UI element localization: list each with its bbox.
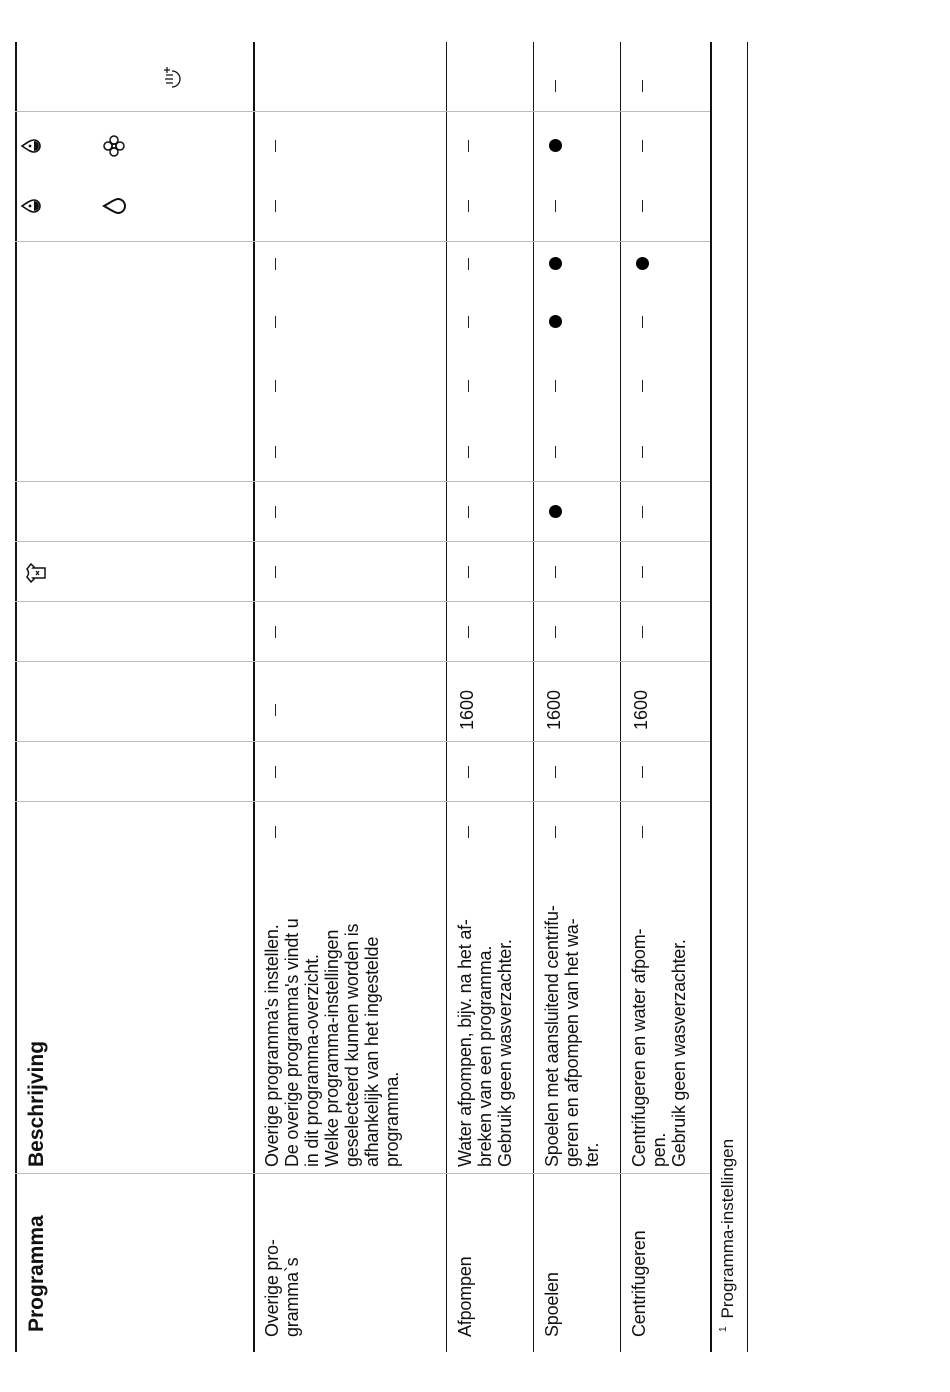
table-cell <box>264 807 284 857</box>
dash-mark <box>555 200 556 212</box>
flower-icon <box>102 134 126 158</box>
footnote-text: Programma-instellingen <box>718 1138 737 1319</box>
dash-mark <box>642 80 643 92</box>
table-cell <box>457 607 477 657</box>
dash-mark <box>275 316 276 328</box>
dash-mark <box>275 566 276 578</box>
table-cell <box>631 807 651 857</box>
table-cell <box>631 239 651 289</box>
bullet-mark <box>549 316 562 329</box>
dash-mark <box>555 566 556 578</box>
dash-mark <box>468 316 469 328</box>
header-program: Programma <box>25 1215 48 1332</box>
row-description: Water afpompen, bijv. na het af- breken van een programma. Gebruik geen wasverzachter. <box>455 919 515 1167</box>
table-cell <box>544 685 564 735</box>
table-bottom-rule <box>710 42 712 1352</box>
footnote-rule <box>747 42 748 1352</box>
dash-mark <box>275 258 276 270</box>
dash-mark <box>275 200 276 212</box>
table-cell <box>631 61 651 111</box>
table-cell <box>457 427 477 477</box>
footnote <box>718 1139 738 1332</box>
dash-mark <box>468 258 469 270</box>
table-cell <box>544 361 564 411</box>
table-cell <box>544 607 564 657</box>
header-rule <box>253 42 255 1352</box>
table-cell <box>264 747 284 797</box>
table-cell <box>264 239 284 289</box>
table-cell <box>457 297 477 347</box>
col-rule <box>15 601 710 602</box>
row-program: Spoelen <box>542 1272 562 1337</box>
table-cell <box>264 427 284 477</box>
bullet-mark <box>549 140 562 153</box>
table-cell <box>631 747 651 797</box>
table-cell <box>544 239 564 289</box>
table-cell <box>457 487 477 537</box>
col-rule <box>15 541 710 542</box>
drop-stain-icon <box>20 196 42 216</box>
dash-mark <box>275 446 276 458</box>
dash-mark <box>555 626 556 638</box>
table-cell <box>544 807 564 857</box>
dash-mark <box>468 446 469 458</box>
dash-mark <box>468 626 469 638</box>
dash-mark <box>642 626 643 638</box>
table-cell <box>264 547 284 597</box>
dash-mark <box>468 380 469 392</box>
dash-mark <box>555 80 556 92</box>
table-top-rule <box>15 42 17 1352</box>
dash-mark <box>275 826 276 838</box>
row-rule-2 <box>533 42 534 1352</box>
table-cell <box>544 487 564 537</box>
bullet-mark <box>636 258 649 271</box>
table-cell <box>457 685 477 735</box>
dash-mark <box>275 506 276 518</box>
table-cell <box>544 427 564 477</box>
footnote-marker: 1 <box>718 1326 730 1332</box>
table-cell <box>631 685 651 735</box>
row-rule-1 <box>446 42 447 1352</box>
table-cell <box>457 807 477 857</box>
row-program: Afpompen <box>455 1256 475 1337</box>
table-cell <box>631 297 651 347</box>
dash-mark <box>555 380 556 392</box>
table-cell <box>264 181 284 231</box>
table-cell <box>544 547 564 597</box>
table-cell <box>631 121 651 171</box>
table-cell <box>631 181 651 231</box>
col-rule <box>15 111 710 112</box>
table-cell <box>457 747 477 797</box>
table-cell <box>544 297 564 347</box>
row-description: Spoelen met aansluitend centrifu- geren en afpompen van het wa- ter. <box>542 905 602 1167</box>
dash-mark <box>555 766 556 778</box>
table-cell <box>631 487 651 537</box>
bullet-mark <box>549 258 562 271</box>
dash-mark <box>468 506 469 518</box>
header-description: Beschrijving <box>25 1040 48 1167</box>
dash-mark <box>468 200 469 212</box>
spin-speed-value: 1600 <box>544 689 564 731</box>
table-cell <box>264 607 284 657</box>
table-cell <box>544 61 564 111</box>
dash-mark <box>468 826 469 838</box>
dash-mark <box>468 140 469 152</box>
col-rule <box>15 741 710 742</box>
dash-mark <box>642 140 643 152</box>
dash-mark <box>642 826 643 838</box>
table-cell <box>457 547 477 597</box>
row-program: Centrifugeren <box>629 1230 649 1337</box>
spin-speed-value: 1600 <box>631 689 651 731</box>
dash-mark <box>468 566 469 578</box>
dash-mark <box>642 566 643 578</box>
table-cell <box>264 361 284 411</box>
table-cell <box>631 547 651 597</box>
dash-mark <box>642 200 643 212</box>
bullet-mark <box>549 506 562 519</box>
row-rule-3 <box>620 42 621 1352</box>
dash-mark <box>275 766 276 778</box>
col-rule <box>15 801 710 802</box>
row-program: Overige pro- gramma`s <box>262 1239 302 1337</box>
dash-mark <box>275 140 276 152</box>
table-cell <box>631 361 651 411</box>
spin-speed-value: 1600 <box>457 689 477 731</box>
drop-icon <box>102 196 126 216</box>
col-rule <box>15 241 710 242</box>
dash-mark <box>642 766 643 778</box>
table-cell <box>457 121 477 171</box>
table-cell <box>457 361 477 411</box>
table-cell <box>544 747 564 797</box>
table-cell <box>264 487 284 537</box>
table-cell <box>544 121 564 171</box>
table-cell <box>264 121 284 171</box>
dash-mark <box>275 380 276 392</box>
dash-mark <box>642 316 643 328</box>
dash-mark <box>642 446 643 458</box>
table-cell <box>631 427 651 477</box>
dash-mark <box>555 446 556 458</box>
row-description: Overige programma's instellen. De overige programma's vindt u in dit programma-overzicht. Welke programma-instellingen geselecteerd kunnen worden is afhankelijk van het ingestelde programma. <box>262 918 402 1167</box>
dash-mark <box>275 626 276 638</box>
rinse-plus-icon <box>162 64 186 90</box>
col-rule <box>15 1173 710 1174</box>
table-cell <box>264 297 284 347</box>
row-description: Centrifugeren en water afpom- pen. Gebruik geen wasverzachter. <box>629 928 689 1167</box>
table-cell <box>457 181 477 231</box>
drop-stain-icon <box>20 136 42 156</box>
dash-mark <box>468 766 469 778</box>
col-rule <box>15 481 710 482</box>
dash-mark <box>555 826 556 838</box>
col-rule <box>15 661 710 662</box>
table-cell <box>457 239 477 289</box>
table-cell <box>264 685 284 735</box>
dash-mark <box>642 506 643 518</box>
table-cell <box>544 181 564 231</box>
shirt-icon <box>25 562 47 584</box>
table-cell <box>631 607 651 657</box>
dash-mark <box>642 380 643 392</box>
dash-mark <box>275 704 276 716</box>
